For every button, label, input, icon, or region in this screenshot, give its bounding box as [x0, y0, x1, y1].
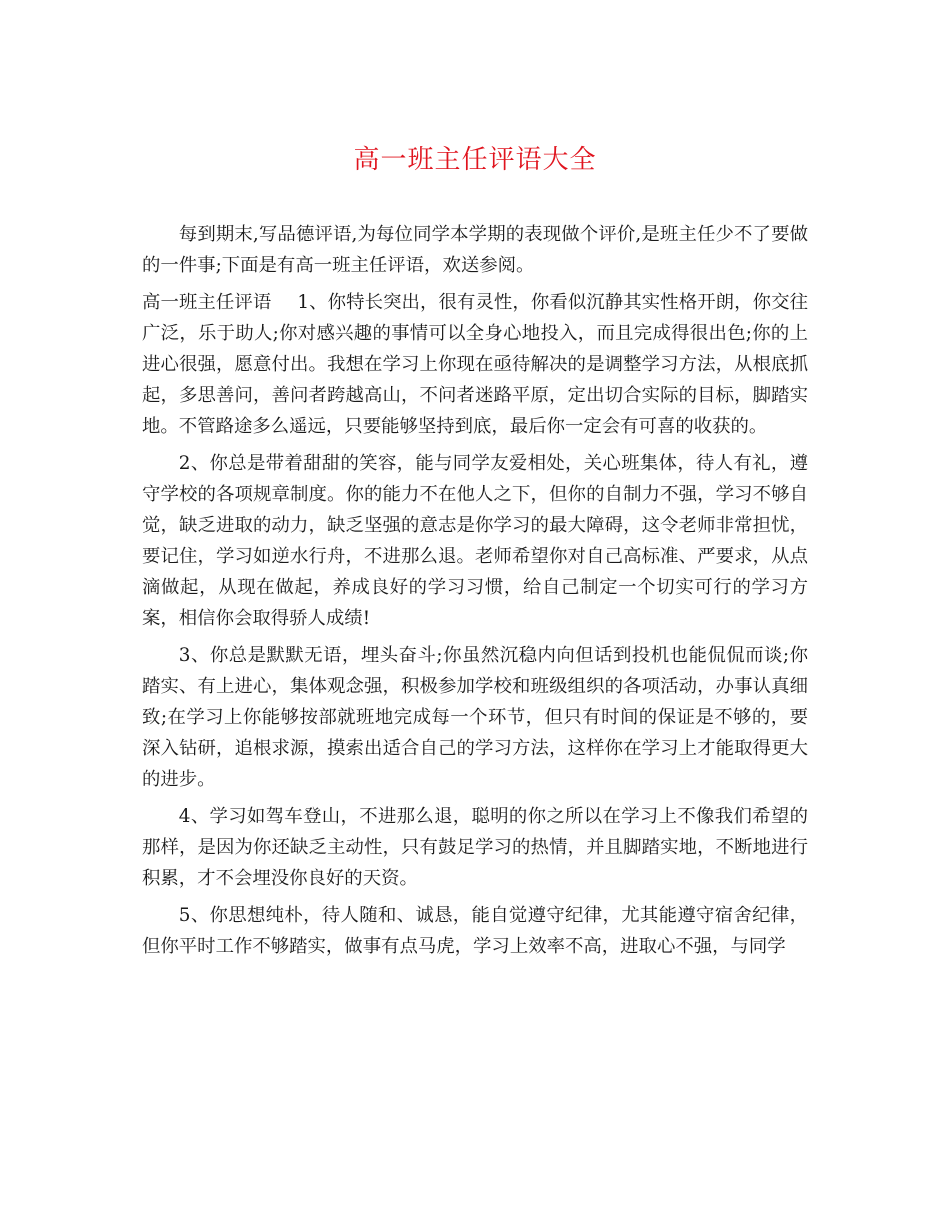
intro-paragraph: 每到期末,写品德评语,为每位同学本学期的表现做个评价,是班主任少不了要做的一件事;下面是有高一班主任评语，欢送参阅。 [142, 224, 808, 276]
section-label: 高一班主任评语 [142, 292, 272, 313]
comment-paragraph-4: 4、学习如驾车登山，不进那么退，聪明的你之所以在学习上不像我们希望的那样，是因为你还缺乏主动性，只有鼓足学习的热情，并且脚踏实地，不断地进行积累，才不会埋没你良好的天资。 [142, 806, 808, 889]
comment-paragraph-5: 5、你思想纯朴，待人随和、诚恳，能自觉遵守纪律，尤其能遵守宿舍纪律，但你平时工作不够踏实，做事有点马虎，学习上效率不高，进取心不强，与同学 [142, 905, 808, 957]
comment-paragraph-3: 3、你总是默默无语，埋头奋斗;你虽然沉稳内向但话到投机也能侃侃而谈;你踏实、有上进心，集体观念强，积极参加学校和班级组织的各项活动，办事认真细致;在学习上你能够按部就班地完成每一个环节，但只有时间的保证是不够的，要深入钻研，追根求源，摸索出适合自己的学习方法，这样你在学习上才能取得更大的进步。 [142, 645, 808, 790]
document-title: 高一班主任评语大全 [353, 145, 597, 175]
document-body [142, 219, 808, 968]
comment-paragraph-1 [142, 287, 808, 442]
comment-paragraph-2: 2、你总是带着甜甜的笑容，能与同学友爱相处，关心班集体，待人有礼，遵守学校的各项规章制度。你的能力不在他人之下，但你的自制力不强，学习不够自觉，缺乏进取的动力，缺乏坚强的意志是你学习的最大障碍，这令老师非常担忧，要记住，学习如逆水行舟，不进那么退。老师希望你对自己高标准、严要求，从点滴做起，从现在做起，养成良好的学习习惯，给自己制定一个切实可行的学习方案，相信你会取得骄人成绩! [142, 453, 808, 629]
comment-text-1: 1、你特长突出，很有灵性，你看似沉静其实性格开朗，你交往广泛，乐于助人;你对感兴趣的事情可以全身心地投入，而且完成得很出色;你的上进心很强，愿意付出。我想在学习上你现在亟待解决的是调整学习方法，从根底抓起，多思善问，善问者跨越高山，不问者迷路平原，定出切合实际的目标，脚踏实地。不管路途多么遥远，只要能够坚持到底，最后你一定会有可喜的收获的。 [142, 292, 808, 437]
